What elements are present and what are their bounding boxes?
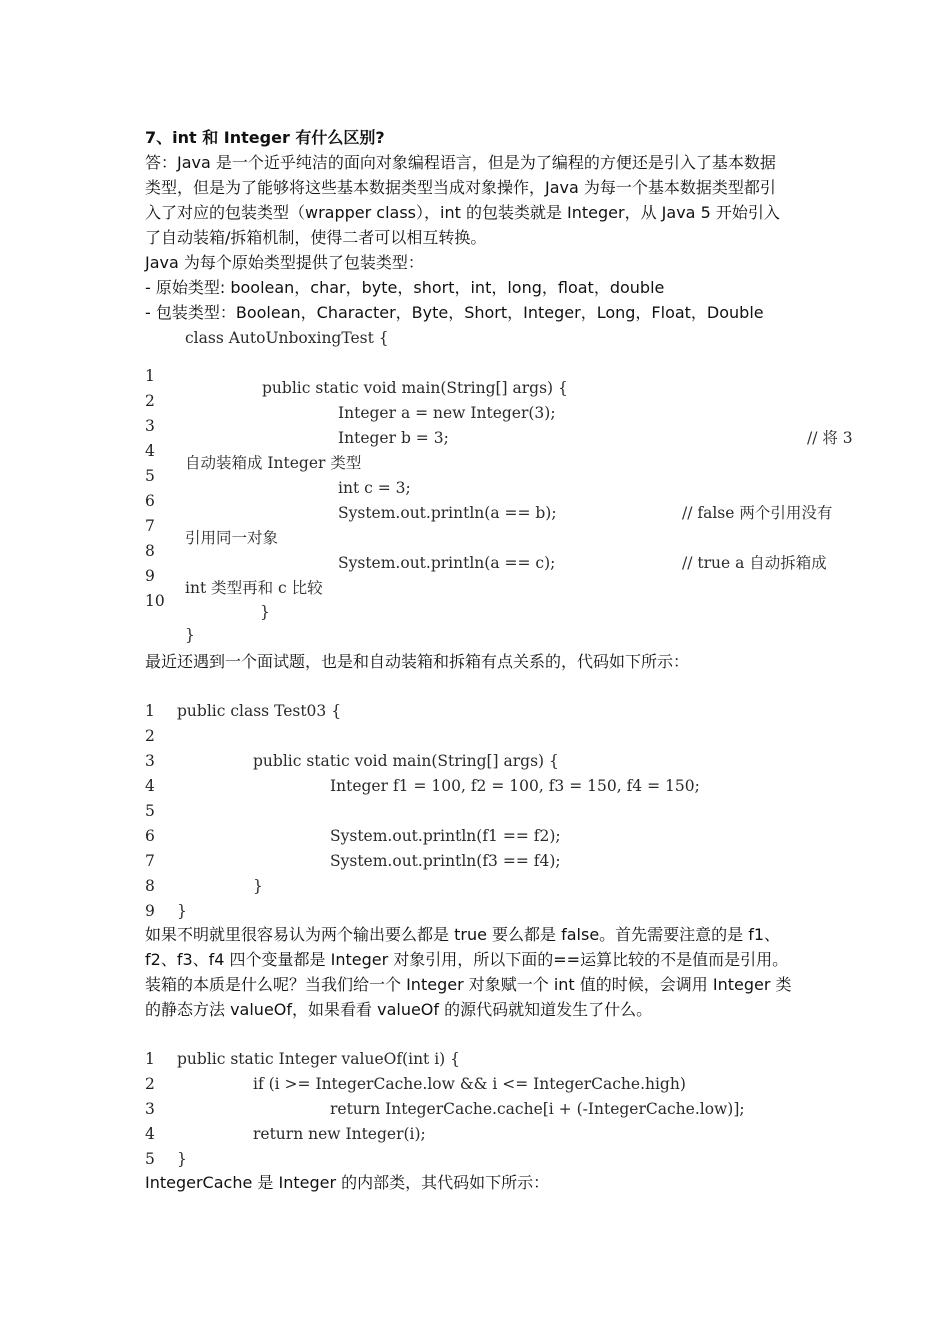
code-comment: 自动装箱成 Integer 类型 <box>185 454 362 472</box>
intro-line: Java 为每个原始类型提供了包装类型： <box>145 253 424 272</box>
line-number: 3 <box>145 752 155 770</box>
code-line: } <box>177 902 187 920</box>
line-number: 5 <box>145 802 155 820</box>
line-number: 10 <box>145 592 165 610</box>
line-number: 3 <box>145 417 155 435</box>
code-line: } <box>253 877 263 895</box>
line-number: 2 <box>145 727 155 745</box>
paragraph-text: IntegerCache 是 Integer 的内部类，其代码如下所示： <box>145 1173 550 1192</box>
line-number: 2 <box>145 392 155 410</box>
paragraph-text: 装箱的本质是什么呢？当我们给一个 Integer 对象赋一个 int 值的时候，会调用 Integer 类 <box>145 975 792 994</box>
line-number: 6 <box>145 827 155 845</box>
line-number: 5 <box>145 467 155 485</box>
code-line: Integer a = new Integer(3); <box>338 404 556 422</box>
code-line: System.out.println(a == c); <box>338 554 556 572</box>
section-heading: 7、int 和 Integer 有什么区别? <box>145 128 385 147</box>
line-number: 1 <box>145 367 155 385</box>
code-line: } <box>185 626 195 644</box>
code-line: public static Integer valueOf(int i) { <box>177 1050 460 1068</box>
line-number: 1 <box>145 702 155 720</box>
line-number: 1 <box>145 1050 155 1068</box>
code-line: Integer b = 3; <box>338 429 449 447</box>
line-number: 6 <box>145 492 155 510</box>
code-comment: 引用同一对象 <box>185 529 279 547</box>
code-line: } <box>260 603 270 621</box>
primitive-types-line: - 原始类型: boolean，char，byte，short，int，long，float，double <box>145 278 665 297</box>
code-line: System.out.println(f3 == f4); <box>330 852 561 870</box>
line-number: 4 <box>145 777 155 795</box>
code-line: } <box>177 1150 187 1168</box>
wrapper-types-line: - 包装类型：Boolean，Character，Byte，Short，Integer，Long，Float，Double <box>145 303 764 322</box>
code-line: return new Integer(i); <box>253 1125 426 1143</box>
code-line: class AutoUnboxingTest { <box>185 329 389 347</box>
code-line: int c = 3; <box>338 479 411 497</box>
code-line: public class Test03 { <box>177 702 342 720</box>
intro-line: 了自动装箱/拆箱机制，使得二者可以相互转换。 <box>145 228 487 247</box>
line-number: 3 <box>145 1100 155 1118</box>
code-line: return IntegerCache.cache[i + (-IntegerCache.low)]; <box>330 1100 745 1118</box>
line-number: 2 <box>145 1075 155 1093</box>
intro-line: 类型，但是为了能够将这些基本数据类型当成对象操作，Java 为每一个基本数据类型都引 <box>145 178 776 197</box>
code-line: public static void main(String[] args) { <box>253 752 559 770</box>
paragraph-text: 最近还遇到一个面试题，也是和自动装箱和拆箱有点关系的，代码如下所示： <box>145 652 690 671</box>
line-number: 9 <box>145 567 155 585</box>
line-number: 7 <box>145 517 155 535</box>
paragraph-text: 的静态方法 valueOf，如果看看 valueOf 的源代码就知道发生了什么。 <box>145 1000 653 1019</box>
intro-line: 入了对应的包装类型（wrapper class），int 的包装类就是 Integer，从 Java 5 开始引入 <box>145 203 780 222</box>
line-number: 4 <box>145 1125 155 1143</box>
line-number: 8 <box>145 877 155 895</box>
code-comment: // true a 自动拆箱成 <box>682 554 827 572</box>
line-number: 9 <box>145 902 155 920</box>
intro-line: 答：Java 是一个近乎纯洁的面向对象编程语言，但是为了编程的方便还是引入了基本数据 <box>145 153 776 172</box>
line-number: 4 <box>145 442 155 460</box>
code-line: Integer f1 = 100, f2 = 100, f3 = 150, f4 = 150; <box>330 777 700 795</box>
line-number: 7 <box>145 852 155 870</box>
code-line: public static void main(String[] args) { <box>262 379 568 397</box>
paragraph-text: 如果不明就里很容易认为两个输出要么都是 true 要么都是 false。首先需要注意的是 f1、 <box>145 925 781 944</box>
code-comment: // false 两个引用没有 <box>682 504 833 522</box>
paragraph-text: f2、f3、f4 四个变量都是 Integer 对象引用，所以下面的==运算比较的不是值而是引用。 <box>145 950 789 969</box>
code-comment: // 将 3 <box>807 429 853 447</box>
code-line: System.out.println(a == b); <box>338 504 557 522</box>
line-number: 5 <box>145 1150 155 1168</box>
code-comment: int 类型再和 c 比较 <box>185 579 323 597</box>
line-number: 8 <box>145 542 155 560</box>
code-line: if (i >= IntegerCache.low && i <= IntegerCache.high) <box>253 1075 686 1093</box>
code-line: System.out.println(f1 == f2); <box>330 827 561 845</box>
